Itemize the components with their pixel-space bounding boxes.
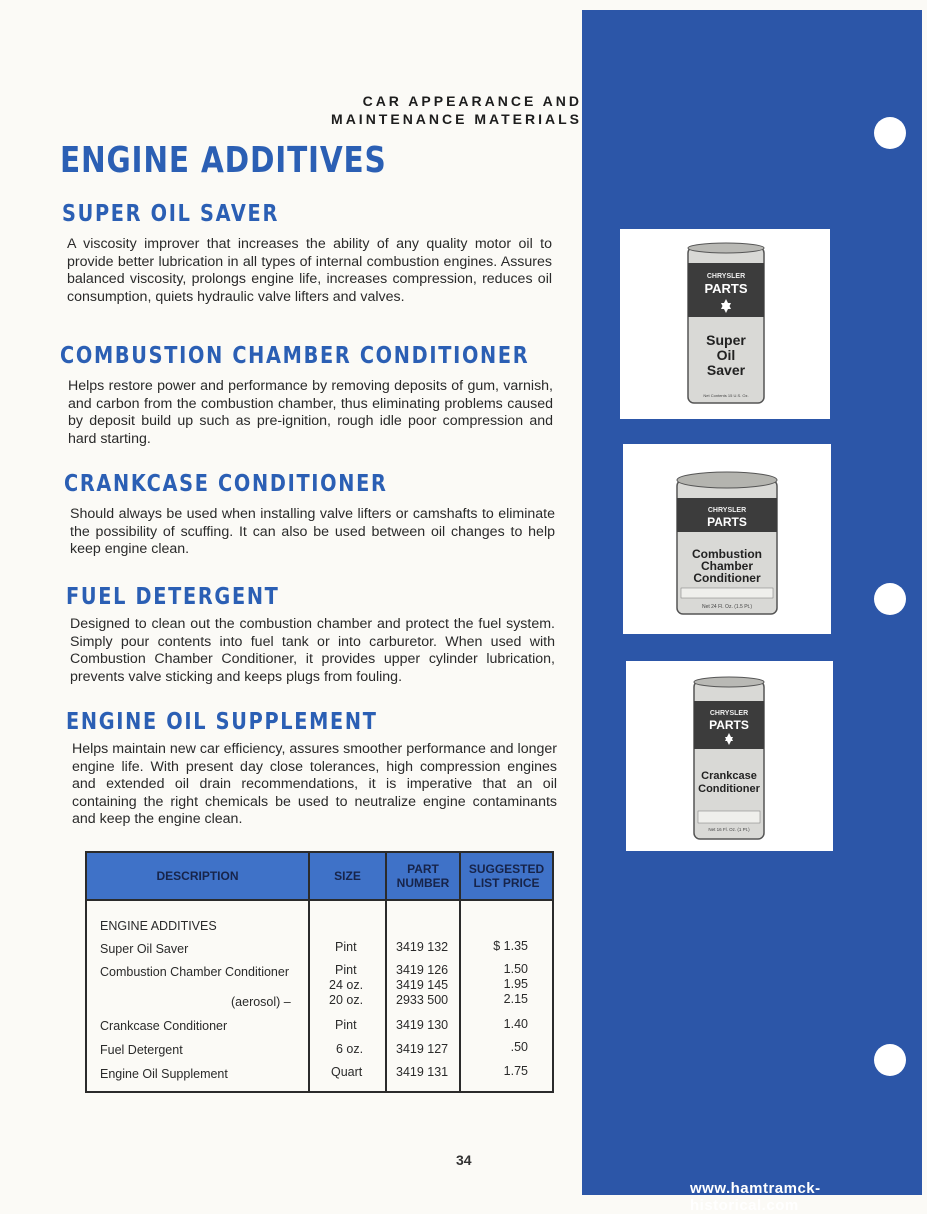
table-cell-part: 3419 145 bbox=[396, 978, 449, 992]
table-cell-price: .50 bbox=[510, 1040, 528, 1054]
can-footnote: Net 24 Fl. Oz. (1.5 Pt.) bbox=[701, 604, 753, 610]
table-cell-price: 1.95 bbox=[503, 977, 528, 991]
section-title-crankcase: CRANKCASE CONDITIONER bbox=[64, 471, 388, 497]
section-title-engine-oil-supplement: ENGINE OIL SUPPLEMENT bbox=[66, 709, 378, 735]
table-cell-description: Super Oil Saver bbox=[100, 942, 189, 956]
can-label-line: Chamber bbox=[700, 559, 754, 573]
crankcase-conditioner-can-image bbox=[688, 675, 770, 845]
table-cell-part: 3419 127 bbox=[396, 1042, 449, 1056]
table-cell-price: 1.40 bbox=[503, 1017, 528, 1031]
section-text-super-oil-saver: A viscosity improver that increases the ability of any quality motor oil to provide better lubrication in all types of internal combustion engines. Assures balanced viscosity, prolongs engine life, increases compression, reduces oil consumption, quiets hydraulic valve lifters and valves. bbox=[67, 236, 552, 305]
can-label-line: Combustion bbox=[692, 547, 762, 561]
can-brand: PARTS bbox=[709, 718, 749, 732]
column-header-size: SIZE bbox=[334, 869, 361, 883]
page-number: 34 bbox=[456, 1152, 472, 1168]
section-text-combustion-chamber: Helps restore power and performance by removing deposits of gum, varnish, and carbon from the combustion chamber, thus eliminating problems caused by deposit build up such as pre-ignition, rough idle poor compression and hard starting. bbox=[68, 378, 553, 447]
binder-hole-bottom bbox=[874, 1044, 906, 1076]
can-label-line: Crankcase bbox=[701, 770, 757, 782]
product-photo-crankcase bbox=[626, 661, 833, 851]
section-title-combustion-chamber: COMBUSTION CHAMBER CONDITIONER bbox=[60, 343, 530, 369]
column-header-description: DESCRIPTION bbox=[156, 869, 239, 883]
table-cell-price: 1.75 bbox=[503, 1064, 528, 1078]
table-cell-part: 2933 500 bbox=[396, 993, 449, 1007]
table-cell-description: Fuel Detergent bbox=[100, 1043, 183, 1057]
can-label-line: Conditioner bbox=[693, 571, 761, 585]
table-cell-price: 2.15 bbox=[503, 992, 528, 1006]
column-header-part-line1: PART bbox=[407, 862, 439, 876]
section-title-super-oil-saver: SUPER OIL SAVER bbox=[62, 201, 279, 227]
table-cell-size: Pint bbox=[335, 940, 357, 954]
section-text-crankcase: Should always be used when installing valve lifters or camshafts to eliminate the possibility of scuffing. It can also be used between oil changes to help keep engine clean. bbox=[70, 506, 555, 557]
column-header-part-line2: NUMBER bbox=[396, 876, 450, 890]
table-cell-size: 24 oz. bbox=[329, 978, 364, 992]
table-cell-price: 1.50 bbox=[503, 962, 528, 976]
binder-hole-middle bbox=[874, 583, 906, 615]
table-cell-size: 20 oz. bbox=[329, 993, 364, 1007]
can-footnote: Net 16 Fl. Oz. (1 Pt.) bbox=[708, 827, 750, 832]
table-cell-size: 6 oz. bbox=[336, 1042, 364, 1056]
table-cell-size: Pint bbox=[335, 963, 357, 977]
section-text-engine-oil-supplement: Helps maintain new car efficiency, assures smoother performance and longer engine life. With present day close tolerances, high compression engines and extended oil drain recommendations, it is imperative that an oil containing the right chemicals be used to neutralize engine contaminants and keep the engine clean. bbox=[72, 741, 557, 827]
table-cell-description: Crankcase Conditioner bbox=[100, 1019, 228, 1033]
table-cell-size: Quart bbox=[331, 1065, 363, 1079]
watermark-url: www.hamtramck-historical.com bbox=[690, 1180, 821, 1214]
can-footnote: Net Contents 15 U.S. Oz. bbox=[703, 393, 749, 398]
super-oil-saver-can-image bbox=[682, 241, 770, 409]
column-header-price-line1: SUGGESTED bbox=[468, 862, 545, 876]
table-cell-description: Combustion Chamber Conditioner bbox=[100, 965, 289, 979]
price-table bbox=[85, 851, 554, 1093]
table-cell-part: 3419 132 bbox=[396, 940, 449, 954]
page-title: ENGINE ADDITIVES bbox=[60, 140, 387, 181]
column-header-price-line2: LIST PRICE bbox=[473, 876, 540, 890]
can-brand-top: CHRYSLER bbox=[707, 507, 747, 514]
can-label-line: Oil bbox=[716, 347, 736, 363]
column-header-part-number bbox=[387, 853, 459, 899]
product-photo-super-oil-saver bbox=[620, 229, 830, 419]
category-header-line2: MAINTENANCE MATERIALS bbox=[331, 111, 582, 127]
category-header bbox=[331, 92, 582, 128]
can-brand-top: CHRYSLER bbox=[709, 710, 749, 717]
category-header-line1: CAR APPEARANCE AND bbox=[362, 93, 582, 109]
column-header-price bbox=[461, 853, 552, 899]
product-photo-combustion-chamber bbox=[623, 444, 831, 634]
table-cell-part: 3419 126 bbox=[396, 963, 449, 977]
table-cell-description: Engine Oil Supplement bbox=[100, 1067, 228, 1081]
table-cell-size: Pint bbox=[335, 1018, 357, 1032]
table-cell-price: $ 1.35 bbox=[493, 939, 528, 953]
binder-hole-top bbox=[874, 117, 906, 149]
can-brand-top: CHRYSLER bbox=[706, 273, 746, 280]
table-cell-part: 3419 131 bbox=[396, 1065, 449, 1079]
can-label-line: Super bbox=[706, 332, 746, 348]
combustion-chamber-can-image bbox=[673, 470, 781, 620]
table-group-label: ENGINE ADDITIVES bbox=[100, 919, 217, 933]
table-cell-part: 3419 130 bbox=[396, 1018, 449, 1032]
can-label-line: Saver bbox=[706, 362, 746, 378]
section-title-fuel-detergent: FUEL DETERGENT bbox=[66, 584, 280, 610]
section-text-fuel-detergent: Designed to clean out the combustion chamber and protect the fuel system. Simply pour contents into fuel tank or into carburetor. When used with Combustion Chamber Conditioner, it provides upper cylinder lubrication, prevents valve sticking and keeps plugs from fouling. bbox=[70, 616, 555, 685]
can-label-line: Conditioner bbox=[698, 783, 760, 795]
table-cell-description: (aerosol) – bbox=[231, 995, 291, 1009]
can-brand: PARTS bbox=[704, 281, 748, 296]
can-brand: PARTS bbox=[707, 515, 747, 529]
